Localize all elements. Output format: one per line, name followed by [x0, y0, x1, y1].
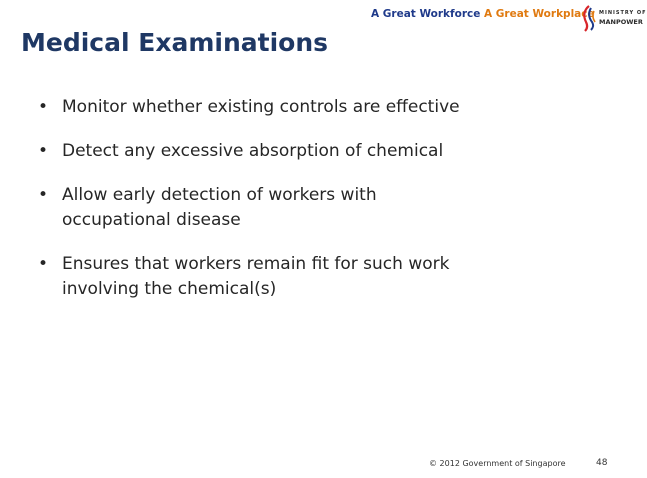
ministry-of-manpower-logo-mark [580, 4, 598, 32]
bullet-dot-icon: • [38, 141, 49, 161]
bullet-list [26, 95, 586, 321]
bullet-item [26, 95, 586, 120]
header-tagline [371, 8, 595, 20]
logo-text-line-1: MINISTRY OF [599, 10, 647, 16]
tagline-part-2: A Great Workplace [484, 8, 595, 20]
bullet-item [26, 252, 586, 302]
page-number: 48 [596, 458, 608, 468]
logo-text-line-2: MANPOWER [599, 18, 643, 26]
bullet-dot-icon: • [38, 185, 49, 205]
bullet-dot-icon: • [38, 254, 49, 274]
bullet-text: Monitor whether existing controls are effective [62, 97, 460, 117]
footer-copyright: © 2012 Government of Singapore [429, 459, 566, 468]
bullet-text-line-1: Ensures that workers remain fit for such work [62, 254, 450, 274]
bullet-item [26, 139, 586, 164]
bullet-dot-icon: • [38, 97, 49, 117]
slide-title: Medical Examinations [21, 28, 328, 57]
bullet-text-line-2: occupational disease [62, 210, 241, 230]
ministry-logo [580, 4, 647, 32]
bullet-text: Detect any excessive absorption of chemical [62, 141, 444, 161]
bullet-item [26, 183, 586, 233]
bullet-text-line-1: Allow early detection of workers with [62, 185, 377, 205]
tagline-part-1: A Great Workforce [371, 8, 481, 20]
bullet-text-line-2: involving the chemical(s) [62, 279, 277, 299]
